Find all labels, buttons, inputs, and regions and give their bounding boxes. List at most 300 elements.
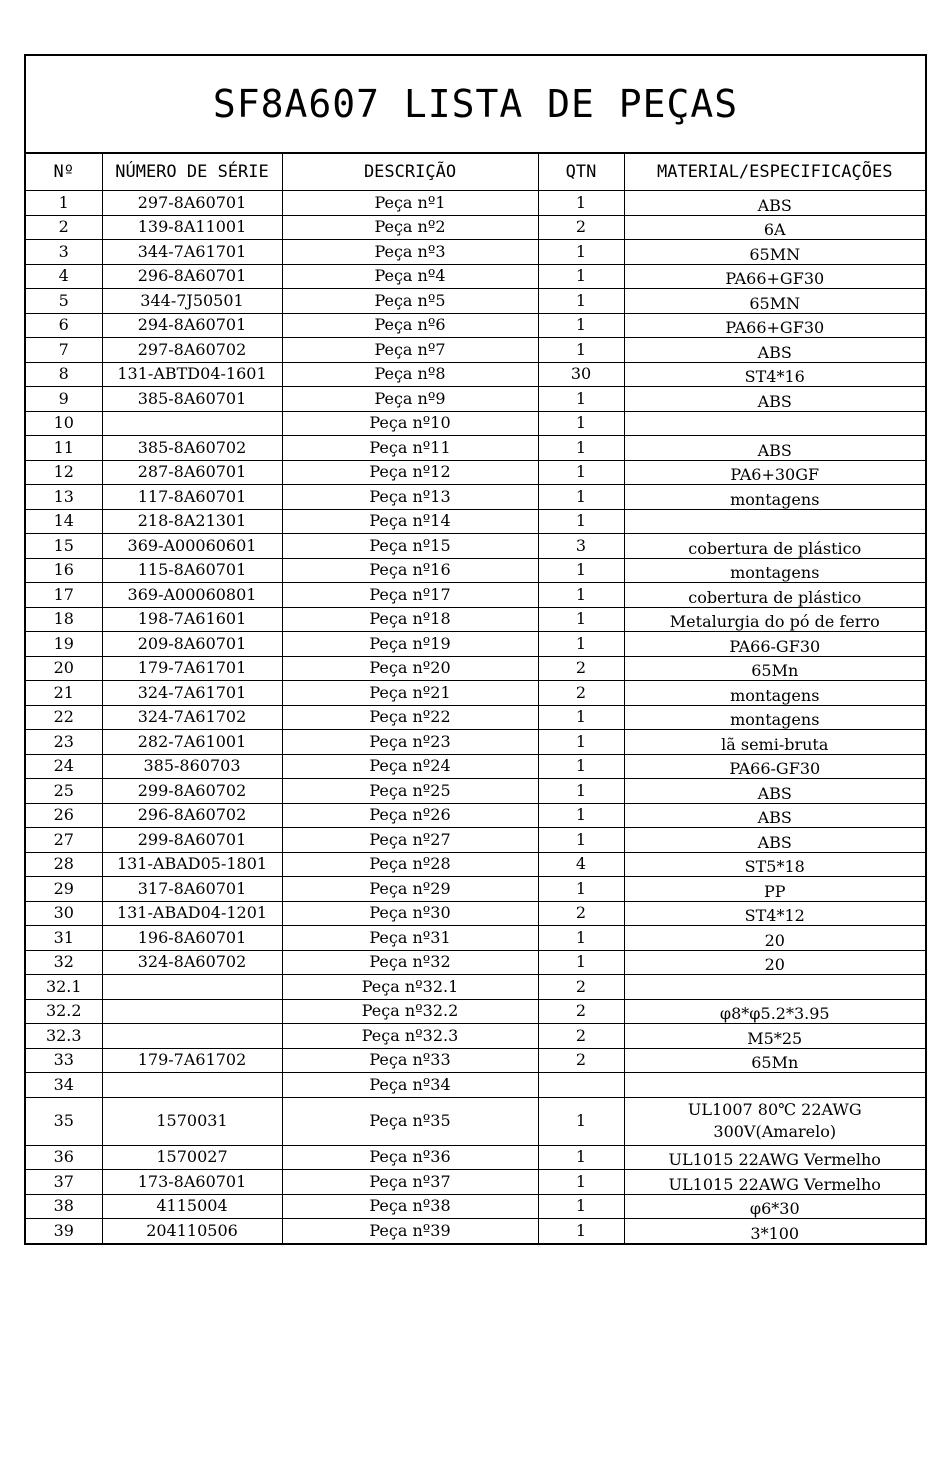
material-text: ST4*12: [744, 906, 805, 926]
serial-number-cell: 218-8A21301: [102, 509, 282, 534]
table-row: [26, 877, 925, 902]
row-number-cell: 23: [26, 730, 102, 755]
table-row: [26, 754, 925, 779]
table-row: [26, 387, 925, 412]
row-number-cell: 22: [26, 705, 102, 730]
material-text: montagens: [730, 563, 820, 583]
quantity-cell: 1: [538, 338, 624, 363]
table-row: [26, 289, 925, 314]
quantity-cell: 1: [538, 583, 624, 608]
table-row: [26, 803, 925, 828]
description-cell: Peça nº26: [282, 803, 538, 828]
material-text: UL1015 22AWG Vermelho: [668, 1174, 881, 1194]
description-cell: Peça nº19: [282, 632, 538, 657]
material-text: 20: [764, 930, 785, 950]
description-cell: Peça nº37: [282, 1170, 538, 1195]
serial-number-cell: 324-7A61701: [102, 681, 282, 706]
table-row: [26, 1219, 925, 1243]
quantity-cell: 1: [538, 632, 624, 657]
quantity-cell: 1: [538, 460, 624, 485]
material-text: 6A: [763, 220, 786, 240]
description-cell: Peça nº9: [282, 387, 538, 412]
description-cell: Peça nº30: [282, 901, 538, 926]
material-cell: [624, 485, 925, 510]
quantity-cell: 1: [538, 1219, 624, 1243]
table-row: [26, 411, 925, 436]
description-cell: Peça nº25: [282, 779, 538, 804]
row-number-cell: 16: [26, 558, 102, 583]
quantity-cell: 2: [538, 681, 624, 706]
table-row: [26, 1194, 925, 1219]
description-cell: Peça nº5: [282, 289, 538, 314]
material-cell: [624, 754, 925, 779]
material-cell: [624, 313, 925, 338]
material-text: lã semi-bruta: [721, 734, 829, 754]
table-row: [26, 950, 925, 975]
serial-number-cell: 282-7A61001: [102, 730, 282, 755]
quantity-cell: 1: [538, 191, 624, 216]
row-number-cell: 20: [26, 656, 102, 681]
row-number-cell: 14: [26, 509, 102, 534]
description-cell: Peça nº29: [282, 877, 538, 902]
description-cell: Peça nº35: [282, 1097, 538, 1145]
document-title: SF8A607 LISTA DE PEÇAS: [26, 56, 925, 154]
serial-number-cell: 115-8A60701: [102, 558, 282, 583]
serial-number-cell: [102, 1024, 282, 1049]
quantity-cell: 1: [538, 1145, 624, 1170]
serial-number-cell: 385-860703: [102, 754, 282, 779]
serial-number-cell: 324-7A61702: [102, 705, 282, 730]
serial-number-cell: 173-8A60701: [102, 1170, 282, 1195]
quantity-cell: 2: [538, 901, 624, 926]
serial-number-cell: 131-ABAD04-1201: [102, 901, 282, 926]
row-number-cell: 25: [26, 779, 102, 804]
description-cell: Peça nº21: [282, 681, 538, 706]
material-cell: [624, 656, 925, 681]
table-row: [26, 632, 925, 657]
row-number-cell: 38: [26, 1194, 102, 1219]
quantity-cell: 1: [538, 387, 624, 412]
quantity-cell: 1: [538, 313, 624, 338]
material-cell: [624, 289, 925, 314]
parts-list-sheet: [24, 54, 927, 1245]
row-number-cell: 32.3: [26, 1024, 102, 1049]
row-number-cell: 37: [26, 1170, 102, 1195]
row-number-cell: 12: [26, 460, 102, 485]
serial-number-cell: 344-7J50501: [102, 289, 282, 314]
material-text: M5*25: [747, 1028, 803, 1048]
material-cell: [624, 1048, 925, 1073]
description-cell: Peça nº14: [282, 509, 538, 534]
quantity-cell: 2: [538, 656, 624, 681]
quantity-cell: 1: [538, 705, 624, 730]
material-cell: [624, 901, 925, 926]
row-number-cell: 10: [26, 411, 102, 436]
row-number-cell: 24: [26, 754, 102, 779]
description-cell: Peça nº2: [282, 215, 538, 240]
material-cell: [624, 1219, 925, 1243]
serial-number-cell: 139-8A11001: [102, 215, 282, 240]
quantity-cell: 1: [538, 289, 624, 314]
table-row: [26, 1097, 925, 1145]
quantity-cell: 1: [538, 240, 624, 265]
description-cell: Peça nº34: [282, 1073, 538, 1098]
quantity-cell: 4: [538, 852, 624, 877]
material-text: ST4*16: [744, 367, 805, 387]
serial-number-cell: 369-A00060601: [102, 534, 282, 559]
quantity-cell: 1: [538, 436, 624, 461]
row-number-cell: 3: [26, 240, 102, 265]
material-text: montagens: [730, 710, 820, 730]
table-row: [26, 1048, 925, 1073]
serial-number-cell: [102, 999, 282, 1024]
material-cell: [624, 926, 925, 951]
material-text: 65Mn: [751, 1053, 799, 1073]
row-number-cell: 21: [26, 681, 102, 706]
material-cell: [624, 1170, 925, 1195]
description-cell: Peça nº31: [282, 926, 538, 951]
serial-number-cell: 4115004: [102, 1194, 282, 1219]
row-number-cell: 32.1: [26, 975, 102, 1000]
table-row: [26, 558, 925, 583]
material-cell: [624, 705, 925, 730]
quantity-cell: [538, 1073, 624, 1098]
table-row: [26, 852, 925, 877]
quantity-cell: 1: [538, 607, 624, 632]
row-number-cell: 9: [26, 387, 102, 412]
serial-number-cell: 131-ABTD04-1601: [102, 362, 282, 387]
description-cell: Peça nº24: [282, 754, 538, 779]
table-row: [26, 264, 925, 289]
serial-number-cell: 297-8A60701: [102, 191, 282, 216]
serial-number-cell: 1570031: [102, 1097, 282, 1145]
row-number-cell: 6: [26, 313, 102, 338]
table-row: [26, 999, 925, 1024]
quantity-cell: 2: [538, 999, 624, 1024]
parts-table: [26, 154, 925, 1243]
material-text: 65Mn: [751, 661, 799, 681]
row-number-cell: 28: [26, 852, 102, 877]
material-text: UL1007 80℃ 22AWG 300V(Amarelo): [687, 1099, 862, 1141]
table-row: [26, 901, 925, 926]
description-cell: Peça nº8: [282, 362, 538, 387]
material-cell: [624, 215, 925, 240]
row-number-cell: 30: [26, 901, 102, 926]
serial-number-cell: 209-8A60701: [102, 632, 282, 657]
table-row: [26, 240, 925, 265]
header-material: MATERIAL/ESPECIFICAÇÕES: [624, 154, 925, 191]
description-cell: Peça nº12: [282, 460, 538, 485]
material-text: PA66+GF30: [725, 269, 825, 289]
material-cell: [624, 975, 925, 1000]
table-row: [26, 828, 925, 853]
table-row: [26, 975, 925, 1000]
description-cell: Peça nº6: [282, 313, 538, 338]
row-number-cell: 13: [26, 485, 102, 510]
material-text: ABS: [757, 195, 792, 215]
row-number-cell: 11: [26, 436, 102, 461]
material-cell: [624, 1097, 925, 1145]
material-text: ABS: [757, 391, 792, 411]
material-text: ABS: [757, 808, 792, 828]
serial-number-cell: 385-8A60702: [102, 436, 282, 461]
serial-number-cell: [102, 411, 282, 436]
row-number-cell: 29: [26, 877, 102, 902]
description-cell: Peça nº4: [282, 264, 538, 289]
material-cell: [624, 264, 925, 289]
serial-number-cell: 324-8A60702: [102, 950, 282, 975]
row-number-cell: 26: [26, 803, 102, 828]
material-text: 65MN: [749, 244, 801, 264]
row-number-cell: 34: [26, 1073, 102, 1098]
material-cell: [624, 411, 925, 436]
table-row: [26, 926, 925, 951]
serial-number-cell: 344-7A61701: [102, 240, 282, 265]
table-row: [26, 607, 925, 632]
description-cell: Peça nº15: [282, 534, 538, 559]
material-text: φ8*φ5.2*3.95: [719, 1004, 830, 1024]
description-cell: Peça nº17: [282, 583, 538, 608]
row-number-cell: 31: [26, 926, 102, 951]
material-cell: [624, 852, 925, 877]
header-number: Nº: [26, 154, 102, 191]
material-cell: [624, 583, 925, 608]
material-text: cobertura de plástico: [688, 587, 862, 607]
description-cell: Peça nº18: [282, 607, 538, 632]
quantity-cell: 2: [538, 1048, 624, 1073]
description-cell: Peça nº32: [282, 950, 538, 975]
description-cell: Peça nº7: [282, 338, 538, 363]
description-cell: Peça nº28: [282, 852, 538, 877]
description-cell: Peça nº10: [282, 411, 538, 436]
material-cell: [624, 950, 925, 975]
material-cell: [624, 1073, 925, 1098]
material-cell: [624, 803, 925, 828]
serial-number-cell: 296-8A60702: [102, 803, 282, 828]
serial-number-cell: [102, 1073, 282, 1098]
description-cell: Peça nº33: [282, 1048, 538, 1073]
row-number-cell: 19: [26, 632, 102, 657]
material-text: PA66-GF30: [729, 636, 821, 656]
serial-number-cell: 296-8A60701: [102, 264, 282, 289]
quantity-cell: 2: [538, 1024, 624, 1049]
quantity-cell: 30: [538, 362, 624, 387]
table-row: [26, 1024, 925, 1049]
row-number-cell: 33: [26, 1048, 102, 1073]
material-cell: [624, 534, 925, 559]
material-text: ST5*18: [744, 857, 805, 877]
material-text: ABS: [757, 783, 792, 803]
serial-number-cell: 317-8A60701: [102, 877, 282, 902]
row-number-cell: 5: [26, 289, 102, 314]
table-header: [26, 154, 925, 191]
serial-number-cell: 297-8A60702: [102, 338, 282, 363]
serial-number-cell: 294-8A60701: [102, 313, 282, 338]
row-number-cell: 32: [26, 950, 102, 975]
row-number-cell: 8: [26, 362, 102, 387]
quantity-cell: 1: [538, 877, 624, 902]
description-cell: Peça nº32.2: [282, 999, 538, 1024]
serial-number-cell: 204110506: [102, 1219, 282, 1243]
quantity-cell: 1: [538, 1097, 624, 1145]
quantity-cell: 1: [538, 779, 624, 804]
table-row: [26, 681, 925, 706]
table-row: [26, 436, 925, 461]
quantity-cell: 1: [538, 926, 624, 951]
material-cell: [624, 460, 925, 485]
row-number-cell: 2: [26, 215, 102, 240]
table-row: [26, 705, 925, 730]
row-number-cell: 17: [26, 583, 102, 608]
table-body: [26, 191, 925, 1243]
quantity-cell: 1: [538, 754, 624, 779]
description-cell: Peça nº32.3: [282, 1024, 538, 1049]
description-cell: Peça nº27: [282, 828, 538, 853]
description-cell: Peça nº23: [282, 730, 538, 755]
table-row: [26, 1145, 925, 1170]
row-number-cell: 39: [26, 1219, 102, 1243]
quantity-cell: 2: [538, 215, 624, 240]
quantity-cell: 1: [538, 485, 624, 510]
quantity-cell: 3: [538, 534, 624, 559]
serial-number-cell: 299-8A60702: [102, 779, 282, 804]
quantity-cell: 1: [538, 264, 624, 289]
description-cell: Peça nº11: [282, 436, 538, 461]
description-cell: Peça nº16: [282, 558, 538, 583]
table-row: [26, 338, 925, 363]
quantity-cell: 1: [538, 730, 624, 755]
description-cell: Peça nº1: [282, 191, 538, 216]
material-text: cobertura de plástico: [688, 538, 862, 558]
quantity-cell: 1: [538, 558, 624, 583]
description-cell: Peça nº13: [282, 485, 538, 510]
table-row: [26, 460, 925, 485]
table-row: [26, 1073, 925, 1098]
quantity-cell: 1: [538, 803, 624, 828]
header-quantity: QTN: [538, 154, 624, 191]
description-cell: Peça nº39: [282, 1219, 538, 1243]
header-description: DESCRIÇÃO: [282, 154, 538, 191]
table-row: [26, 656, 925, 681]
material-text: montagens: [730, 489, 820, 509]
quantity-cell: 2: [538, 975, 624, 1000]
material-text: Metalurgia do pó de ferro: [669, 612, 880, 632]
material-text: φ6*30: [749, 1199, 800, 1219]
material-cell: [624, 877, 925, 902]
material-text: 65MN: [749, 293, 801, 313]
table-row: [26, 362, 925, 387]
table-row: [26, 215, 925, 240]
serial-number-cell: 117-8A60701: [102, 485, 282, 510]
material-text: 20: [764, 955, 785, 975]
material-cell: [624, 632, 925, 657]
header-serial-number: NÚMERO DE SÉRIE: [102, 154, 282, 191]
material-cell: [624, 1145, 925, 1170]
table-row: [26, 779, 925, 804]
serial-number-cell: 179-7A61702: [102, 1048, 282, 1073]
material-cell: [624, 1194, 925, 1219]
material-cell: [624, 240, 925, 265]
table-row: [26, 730, 925, 755]
row-number-cell: 4: [26, 264, 102, 289]
serial-number-cell: 287-8A60701: [102, 460, 282, 485]
material-text: PA66+GF30: [725, 318, 825, 338]
table-row: [26, 485, 925, 510]
quantity-cell: 1: [538, 828, 624, 853]
material-cell: [624, 509, 925, 534]
description-cell: Peça nº36: [282, 1145, 538, 1170]
table-row: [26, 509, 925, 534]
row-number-cell: 27: [26, 828, 102, 853]
material-cell: [624, 828, 925, 853]
material-cell: [624, 362, 925, 387]
serial-number-cell: 299-8A60701: [102, 828, 282, 853]
material-cell: [624, 1024, 925, 1049]
serial-number-cell: 179-7A61701: [102, 656, 282, 681]
description-cell: Peça nº22: [282, 705, 538, 730]
material-cell: [624, 558, 925, 583]
description-cell: Peça nº20: [282, 656, 538, 681]
description-cell: Peça nº38: [282, 1194, 538, 1219]
row-number-cell: 1: [26, 191, 102, 216]
table-row: [26, 534, 925, 559]
table-row: [26, 313, 925, 338]
material-text: PP: [763, 881, 786, 901]
table-row: [26, 191, 925, 216]
row-number-cell: 36: [26, 1145, 102, 1170]
material-text: UL1015 22AWG Vermelho: [668, 1150, 881, 1170]
row-number-cell: 32.2: [26, 999, 102, 1024]
serial-number-cell: 369-A00060801: [102, 583, 282, 608]
material-cell: [624, 779, 925, 804]
serial-number-cell: 385-8A60701: [102, 387, 282, 412]
material-text: PA6+30GF: [730, 465, 820, 485]
material-cell: [624, 191, 925, 216]
serial-number-cell: 196-8A60701: [102, 926, 282, 951]
material-cell: [624, 607, 925, 632]
material-text: montagens: [730, 685, 820, 705]
material-text: ABS: [757, 832, 792, 852]
material-cell: [624, 730, 925, 755]
description-cell: Peça nº32.1: [282, 975, 538, 1000]
description-cell: Peça nº3: [282, 240, 538, 265]
row-number-cell: 7: [26, 338, 102, 363]
row-number-cell: 35: [26, 1097, 102, 1145]
serial-number-cell: 131-ABAD05-1801: [102, 852, 282, 877]
quantity-cell: 1: [538, 950, 624, 975]
material-cell: [624, 681, 925, 706]
quantity-cell: 1: [538, 509, 624, 534]
row-number-cell: 18: [26, 607, 102, 632]
material-text: ABS: [757, 342, 792, 362]
serial-number-cell: 1570027: [102, 1145, 282, 1170]
material-text: 3*100: [750, 1223, 800, 1243]
serial-number-cell: [102, 975, 282, 1000]
serial-number-cell: 198-7A61601: [102, 607, 282, 632]
quantity-cell: 1: [538, 411, 624, 436]
material-text: PA66-GF30: [729, 759, 821, 779]
material-cell: [624, 338, 925, 363]
quantity-cell: 1: [538, 1194, 624, 1219]
row-number-cell: 15: [26, 534, 102, 559]
table-row: [26, 1170, 925, 1195]
material-cell: [624, 999, 925, 1024]
header-row: [26, 154, 925, 191]
table-row: [26, 583, 925, 608]
material-cell: [624, 387, 925, 412]
material-cell: [624, 436, 925, 461]
quantity-cell: 1: [538, 1170, 624, 1195]
